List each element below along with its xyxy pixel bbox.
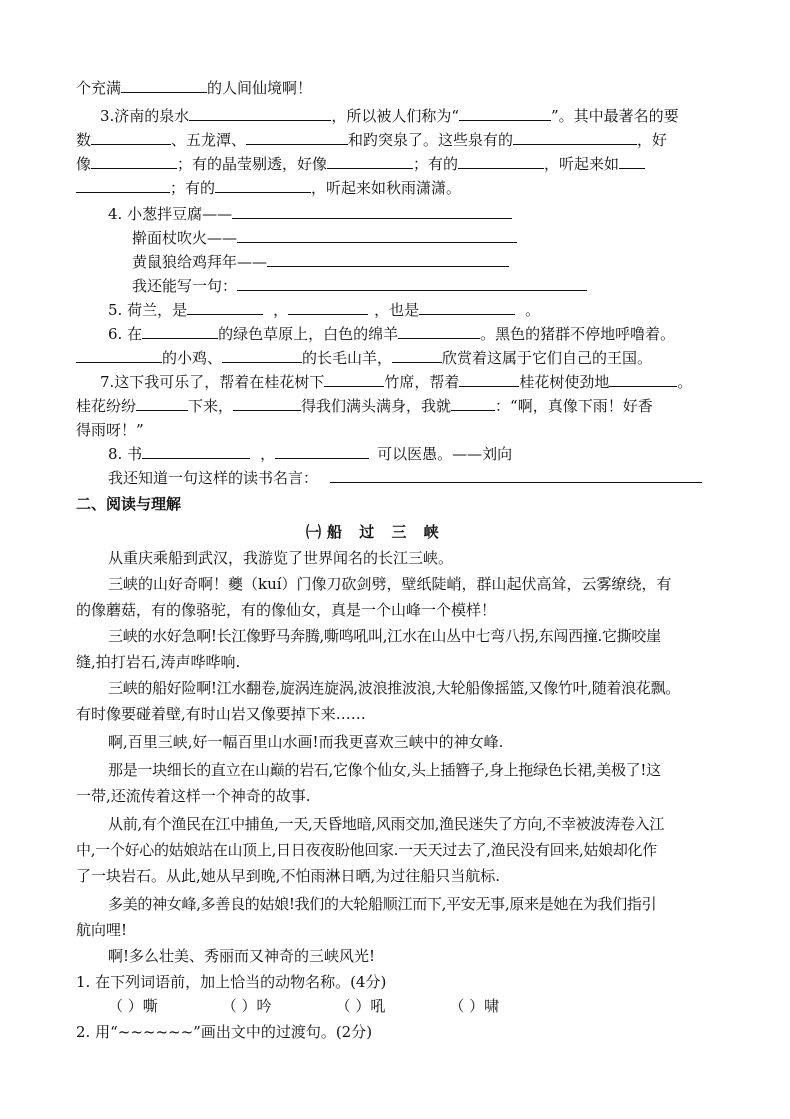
passage-paragraph-cont: 的像蘑菇，有的像骆驼，有的像仙女，真是一个山峰一个模样！	[76, 601, 497, 619]
blank[interactable]	[451, 396, 495, 411]
blank[interactable]	[142, 324, 218, 339]
passage-paragraph: 三峡的水好急啊!长江像野马奔腾,嘶鸣吼叫,江水在山丛中七弯八拐,东闯西撞.它撕咬崖	[108, 627, 661, 645]
blank[interactable]	[91, 130, 171, 145]
blank[interactable]	[458, 154, 544, 169]
question-3-line-3: 像 ；有的晶莹剔透，好像 ；有的 ，听起来如	[76, 154, 716, 178]
passage-title: ㈠船 过 三 峡	[306, 523, 445, 541]
blank[interactable]	[233, 396, 301, 411]
question-7-line-3: 得雨呀！”	[76, 421, 144, 439]
blank[interactable]	[189, 106, 331, 121]
blank[interactable]	[267, 252, 509, 267]
blank[interactable]	[215, 178, 311, 193]
passage-paragraph-cont: 了一块岩石。从此,她从早到晚,不怕雨淋日晒,为过往船只当航标.	[76, 867, 501, 885]
passage-paragraph: 三峡的山好奇啊！夔（kuí）门像刀砍剑劈，壁纸陡峭，群山起伏高耸，云雾缭绕，有	[108, 575, 672, 593]
section-heading: 二、阅读与理解	[76, 495, 182, 513]
passage-paragraph-cont: 航向哩!	[76, 921, 128, 939]
question-2: 2. 用“~~~~~~”画出文中的过渡句。(2分)	[76, 1023, 373, 1041]
blank[interactable]	[222, 348, 302, 363]
blank[interactable]	[187, 300, 263, 315]
question-6-line-1: 6. 在 的绿色草原上，白色的绵羊 。黑色的猪群不停地呼噜着。	[108, 325, 676, 343]
blank[interactable]	[76, 348, 162, 363]
blank[interactable]	[398, 324, 480, 339]
passage-paragraph: 多美的神女峰,多善良的姑娘!我们的大轮船顺江而下,平安无事,原来是她在为我们指引	[108, 895, 657, 913]
blank[interactable]	[419, 300, 515, 315]
passage-paragraph-cont: 缝,拍打岩石,涛声哗哗响.	[76, 653, 241, 671]
line-1: 个充满 的人间仙境啊！	[76, 79, 313, 97]
blank[interactable]	[330, 468, 702, 483]
blank[interactable]	[459, 106, 551, 121]
passage-paragraph-cont: 一带,还流传着这样一个神奇的故事.	[76, 787, 311, 805]
passage-paragraph-cont: 有时像要碰着壁,有时山岩又像要掉下来……	[76, 705, 366, 723]
passage-paragraph: 三峡的船好险啊!江水翻卷,旋涡连旋涡,波浪推波浪,大轮船像摇篮,又像竹叶,随着浪花飘。	[108, 679, 680, 697]
blank[interactable]	[324, 372, 384, 387]
passage-paragraph: 从重庆乘船到武汉，我游览了世界闻名的长江三峡。	[108, 549, 454, 567]
question-3-line-1: 3.济南的泉水 ，所以被人们称为“ ”。其中最著名的要	[100, 107, 679, 125]
passage-paragraph: 啊!多么壮美、秀丽而又神奇的三峡风光!	[108, 947, 376, 965]
passage-paragraph-cont: 中,一个好心的姑娘站在山顶上,日日夜夜盼他回家.一天天过去了,渔民没有回来,姑娘却化作	[76, 841, 657, 859]
question-8-line-1: 8. 书 ， 可以医愚。——刘向	[108, 445, 513, 463]
blank[interactable]	[232, 204, 512, 219]
blank[interactable]	[142, 444, 250, 459]
blank[interactable]	[237, 228, 517, 243]
blank[interactable]	[275, 444, 369, 459]
question-3-line-2: 数 、五龙潭、 和趵突泉了。这些泉有的 ，好	[76, 131, 668, 149]
passage-paragraph: 啊,百里三峡,好一幅百里山水画!而我更喜欢三峡中的神女峰.	[108, 733, 504, 751]
blank[interactable]	[392, 348, 442, 363]
blank[interactable]	[513, 130, 637, 145]
question-1-items	[108, 996, 748, 1020]
question-4-line-4: 我还能写一句：	[132, 276, 772, 300]
answer-slot[interactable]: （ ）嘶	[108, 997, 158, 1015]
blank[interactable]	[121, 78, 207, 93]
question-1: 1. 在下列词语前，加上恰当的动物名称。(4分)	[76, 973, 387, 991]
blank[interactable]	[91, 154, 177, 169]
question-4-line-3: 黄鼠狼给鸡拜年——	[132, 252, 772, 276]
question-5: 5. 荷兰，是 ， ，也是 。	[108, 301, 541, 319]
question-3-line-4: ；有的 ，听起来如秋雨潇潇。	[76, 178, 716, 202]
blank[interactable]	[237, 276, 587, 291]
blank[interactable]	[136, 396, 188, 411]
blank[interactable]	[288, 300, 368, 315]
answer-slot[interactable]: （ ）吟	[221, 997, 272, 1015]
question-6-line-2: 的小鸡、 的长毛山羊， 欣赏着这属于它们自己的王国。	[76, 348, 716, 372]
question-4-line-1: 4. 小葱拌豆腐——	[108, 204, 748, 228]
blank[interactable]	[459, 372, 519, 387]
blank[interactable]	[327, 154, 413, 169]
answer-slot[interactable]: （ ）吼	[335, 997, 386, 1015]
answer-slot[interactable]: （ ）啸	[449, 997, 500, 1015]
blank[interactable]	[609, 372, 677, 387]
question-8-line-2: 我还知道一句这样的读书名言：	[108, 468, 748, 492]
blank[interactable]	[76, 178, 170, 193]
blank[interactable]	[246, 130, 348, 145]
passage-paragraph: 那是一块细长的直立在山巅的岩石,它像个仙女,头上插簪子,身上拖绿色长裙,美极了!这	[108, 761, 661, 779]
question-7-line-1: 7.这下我可乐了，帮着在桂花树下 竹席，帮着 桂花树使劲地 。	[100, 373, 693, 391]
question-4-line-2: 擀面杖吹火——	[132, 228, 772, 252]
blank[interactable]	[619, 154, 645, 169]
question-7-line-2: 桂花纷纷 下来， 得我们满头满身，我就 ：“啊，真像下雨！好香	[76, 397, 653, 415]
passage-paragraph: 从前,有个渔民在江中捕鱼,一天,天昏地暗,风雨交加,渔民迷失了方向,不幸被波涛卷入江	[108, 815, 665, 833]
